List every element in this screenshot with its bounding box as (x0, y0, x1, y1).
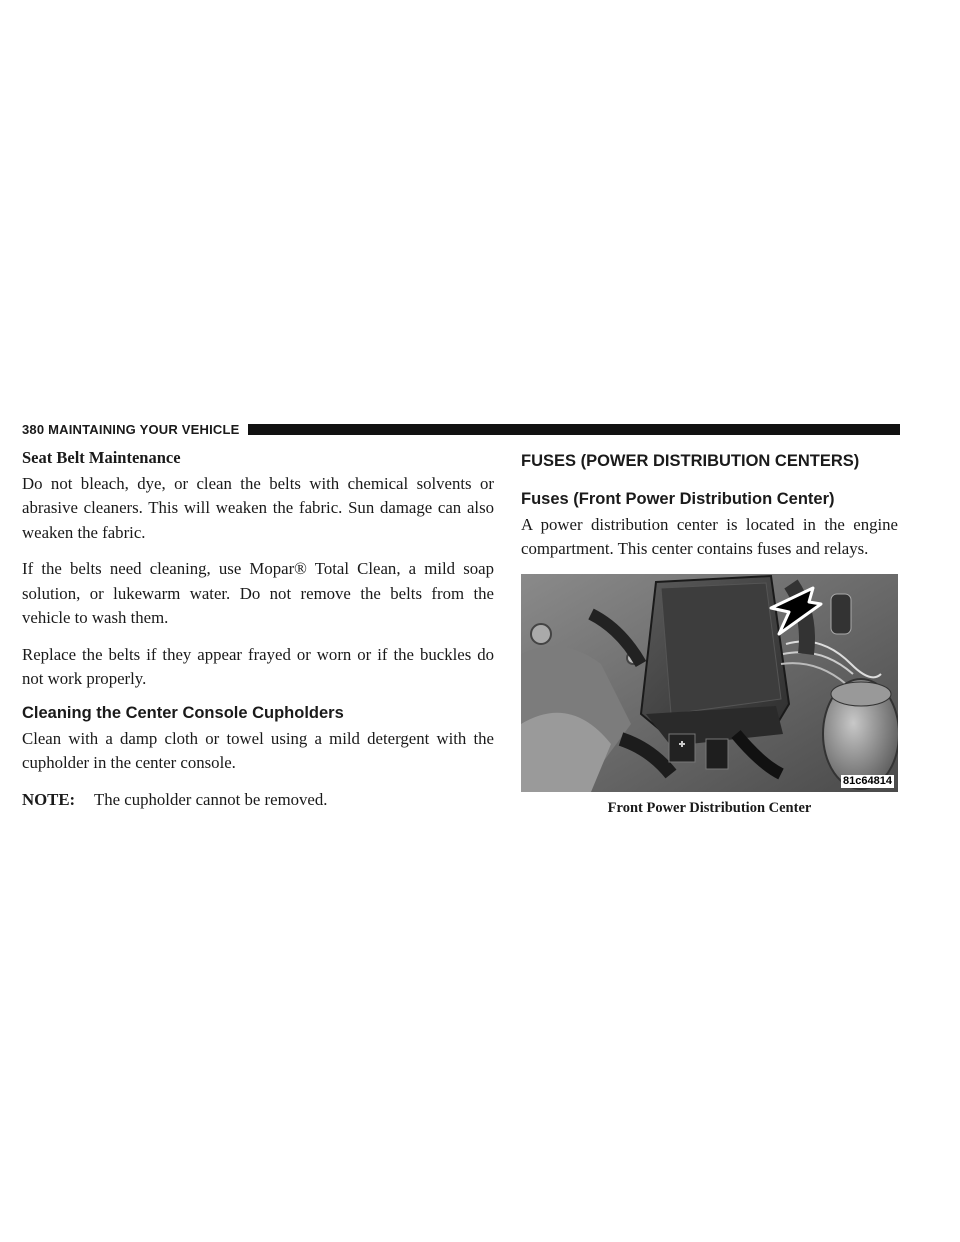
note-text: The cupholder cannot be removed. (94, 789, 328, 809)
cupholder-note (22, 788, 494, 813)
power-distribution-center-photo (521, 574, 898, 792)
page-number-section: 380 MAINTAINING YOUR VEHICLE (22, 421, 240, 437)
left-column (22, 448, 494, 812)
header-rule (248, 424, 901, 435)
note-label: NOTE: (22, 789, 76, 809)
seatbelt-paragraph-2: If the belts need cleaning, use Mopar® Total Clean, a mild soap solution, or lukewarm water. Do not remove the belts from the vehicle to wash them. (22, 559, 494, 628)
page-header (22, 420, 900, 438)
seatbelt-paragraph-3: Replace the belts if they appear frayed or worn or if the buckles do not work properly. (22, 644, 494, 689)
seatbelt-maintenance-heading: Seat Belt Maintenance (22, 448, 181, 467)
cupholder-paragraph: Clean with a damp cloth or towel using a mild detergent with the cupholder in the center console. (22, 728, 494, 773)
right-column (521, 448, 898, 817)
front-pdc-heading: Fuses (Front Power Distribution Center) (521, 489, 835, 508)
photo-caption: Front Power Distribution Center (607, 799, 812, 816)
image-reference-code: 81c64814 (843, 774, 892, 787)
fuses-main-heading: FUSES (POWER DISTRIBUTION CENTERS) (521, 452, 860, 470)
seatbelt-paragraph-1: Do not bleach, dye, or clean the belts with chemical solvents or abrasive cleaners. This will weaken the fabric. Sun damage can also weaken the fabric. (22, 473, 494, 542)
cupholder-heading: Cleaning the Center Console Cupholders (22, 703, 344, 722)
front-pdc-paragraph: A power distribution center is located in the engine compartment. This center contains fuses and relays. (521, 514, 898, 559)
engine-compartment-illustration (521, 574, 898, 792)
